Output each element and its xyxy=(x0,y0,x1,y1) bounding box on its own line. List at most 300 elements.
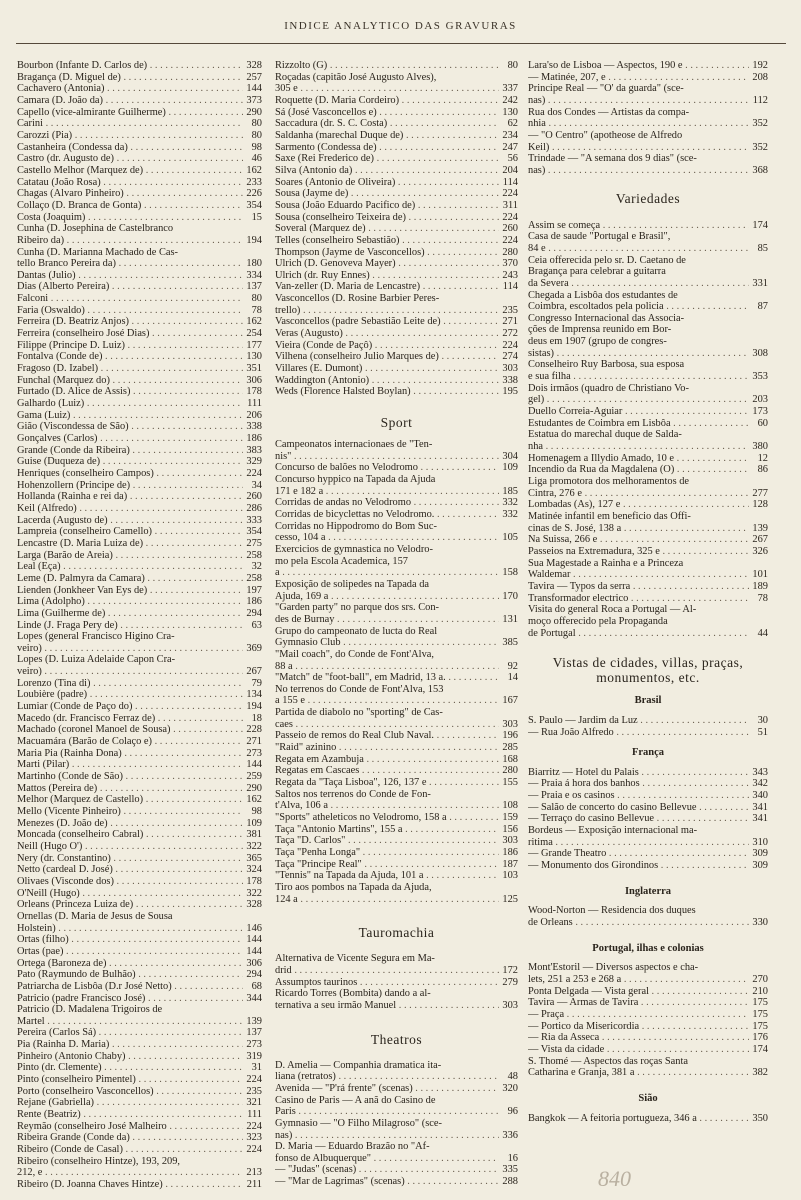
index-entry xyxy=(275,1141,518,1153)
entry-page: 271 xyxy=(502,316,518,328)
entry-text: D. Maria — Eduardo Brazão no "Af- xyxy=(275,1141,430,1153)
entry-text: Saxe (Rei Frederico de) . . . xyxy=(275,153,499,165)
entry-text: e sua filha . . . xyxy=(528,371,749,383)
entry-page: 235 xyxy=(246,1085,262,1097)
inglaterra-list xyxy=(528,905,768,928)
index-entry xyxy=(275,439,518,451)
entry-page: 370 xyxy=(502,258,518,270)
entry-text: de Portugal . . . xyxy=(528,628,749,640)
entry-text: Bordeus — Exposição internacional ma- xyxy=(528,825,698,837)
index-entry xyxy=(528,130,768,142)
index-entry xyxy=(528,499,768,511)
entry-text: Marti (Pilar) . . . xyxy=(17,759,243,771)
index-entry xyxy=(275,812,518,824)
entry-text: Tavira — Armas de Tavira . . . xyxy=(528,997,749,1009)
index-entry xyxy=(528,255,768,267)
entry-text: Silva (Antonio da) . . . xyxy=(275,165,499,177)
entry-text: 305 e . . . xyxy=(275,83,499,95)
index-entry xyxy=(275,340,518,352)
index-entry xyxy=(17,340,262,352)
index-entry xyxy=(275,258,518,270)
index-entry xyxy=(275,521,518,533)
entry-page: 14 xyxy=(507,672,518,684)
entry-page: 173 xyxy=(752,406,768,418)
entry-page: 324 xyxy=(246,864,262,876)
entry-page: 98 xyxy=(251,806,262,817)
entry-text: Lombadas (As), 127 e . . . xyxy=(528,499,749,511)
entry-page: 321 xyxy=(246,1097,262,1109)
entry-page: 18 xyxy=(251,712,262,724)
entry-text: Cachavero (Antonia) . . . xyxy=(17,83,243,95)
entry-text: nis" . . . xyxy=(275,451,499,463)
entry-text: Ulrich (dr. Ruy Ennes) . . . xyxy=(275,270,499,282)
index-entry xyxy=(528,727,768,739)
index-entry xyxy=(528,1032,768,1044)
entry-text: Ortas (pae) . . . xyxy=(17,946,243,958)
entry-page: 68 xyxy=(251,980,262,992)
entry-page: 290 xyxy=(246,782,262,794)
entry-page: 128 xyxy=(752,499,768,511)
entry-text: Weds (Florence Halsted Boylan) . . . xyxy=(275,386,499,398)
entry-page: 224 xyxy=(246,1120,262,1132)
entry-text: Assim se começa . . . xyxy=(528,220,749,232)
entry-text: "Garden party" no parque dos srs. Con- xyxy=(275,602,440,614)
index-entry xyxy=(275,305,518,317)
entry-page: 274 xyxy=(502,351,518,363)
entry-text: Porto (conselheiro Vasconcellos) . . . xyxy=(17,1086,243,1098)
entry-text: Gonçalves (Carlos) . . . xyxy=(17,433,243,445)
index-entry xyxy=(275,800,518,812)
entry-page: 271 xyxy=(246,736,262,748)
entry-page: 167 xyxy=(502,695,518,707)
entry-text: Corridas no Hippodromo do Bom Suc- xyxy=(275,520,437,532)
index-entry xyxy=(528,406,768,418)
index-entry xyxy=(528,1009,768,1021)
index-entry xyxy=(17,643,262,655)
entry-page: 144 xyxy=(246,934,262,946)
entry-text: Rua dos Condes — Artistas da compa- xyxy=(528,106,690,118)
entry-text: 84 e . . . xyxy=(528,243,749,255)
entry-page: 210 xyxy=(752,985,768,997)
index-entry xyxy=(275,661,518,673)
entry-text: Ornellas (D. Maria de Jesus de Sousa xyxy=(17,910,173,922)
entry-page: 322 xyxy=(246,887,262,899)
entry-page: 368 xyxy=(752,164,768,176)
entry-page: 103 xyxy=(502,870,518,882)
entry-page: 310 xyxy=(752,836,768,848)
index-entry xyxy=(17,794,262,806)
subsection-title-brasil: Brasil xyxy=(634,695,662,707)
index-entry xyxy=(275,316,518,328)
entry-text: — Terraço do casino Bellevue . . . xyxy=(528,813,749,825)
index-entry xyxy=(528,165,768,177)
entry-page: 337 xyxy=(502,83,518,95)
entry-text: "Sports" atheleticos no Velodromo, 158 a . . . xyxy=(275,812,499,824)
entry-page: 258 xyxy=(246,572,262,584)
index-entry xyxy=(275,223,518,235)
entry-page: 280 xyxy=(502,246,518,258)
index-entry xyxy=(17,748,262,760)
entry-page: 285 xyxy=(502,742,518,754)
entry-page: 341 xyxy=(752,813,768,825)
section-title-variedades: Variedades xyxy=(615,190,681,206)
entry-text: — Praça . . . xyxy=(528,1009,749,1021)
entry-page: 125 xyxy=(502,893,518,905)
entry-text: "Match" de "foot-ball", em Madrid, 13 a. . . . xyxy=(275,672,499,684)
index-entry xyxy=(275,988,518,1000)
entry-text: Alternativa de Vicente Segura em Ma- xyxy=(275,953,435,965)
entry-page: 338 xyxy=(502,374,518,386)
index-entry xyxy=(275,894,518,906)
theatros-list xyxy=(275,1060,518,1188)
index-entry xyxy=(275,1130,518,1142)
index-entry xyxy=(17,188,262,200)
index-entry xyxy=(275,532,518,544)
section-title-sport: Sport xyxy=(380,415,413,431)
entry-page: 12 xyxy=(757,452,768,464)
entry-page: 323 xyxy=(246,1132,262,1144)
entry-text: veiro) . . . xyxy=(17,666,243,678)
entry-text: Campeonatos internacionaes de "Ten- xyxy=(275,439,433,451)
entry-text: Filippe (Principe D. Luiz) . . . xyxy=(17,340,243,352)
entry-text: fonso de Albuquerque" . . . xyxy=(275,1153,499,1165)
index-entry xyxy=(528,153,768,165)
entry-text: Maria Pia (Rainha Dona) . . . xyxy=(17,748,243,760)
entry-text: Vasconcellos (D. Rosine Barbier Peres- xyxy=(275,293,440,305)
index-entry xyxy=(275,1000,518,1012)
index-entry xyxy=(528,523,768,535)
index-entry xyxy=(17,620,262,632)
index-entry xyxy=(17,713,262,725)
entry-text: Carozzi (Pia) . . . xyxy=(17,130,243,142)
entry-page: 382 xyxy=(752,1067,768,1079)
index-entry xyxy=(528,231,768,243)
entry-text: Nery (dr. Constantino) . . . xyxy=(17,853,243,865)
entry-page: 224 xyxy=(246,467,262,479)
index-entry xyxy=(17,771,262,783)
index-entry xyxy=(528,290,768,302)
entry-page: 139 xyxy=(752,522,768,534)
entry-text: Ajuda, 169 a . . . xyxy=(275,591,499,603)
entry-page: 234 xyxy=(502,129,518,141)
entry-text: cesso, 104 a . . . xyxy=(275,532,499,544)
entry-page: 332 xyxy=(502,508,518,520)
entry-text: Lara'so de Lisboa — Aspectos, 190 e . . . xyxy=(528,60,749,72)
index-entry xyxy=(17,456,262,468)
index-entry xyxy=(275,212,518,224)
entry-page: 144 xyxy=(246,945,262,957)
entry-text: — Vista da cidade . . . xyxy=(528,1044,749,1056)
index-entry xyxy=(17,759,262,771)
entry-text: Homenagem a Illydio Amado, 10 e . . . xyxy=(528,453,749,465)
index-entry xyxy=(17,316,262,328)
index-entry xyxy=(17,1109,262,1121)
index-entry xyxy=(275,60,518,72)
index-entry xyxy=(275,672,518,684)
entry-text: Pia (Rainha D. Maria) . . . xyxy=(17,1039,243,1051)
index-entry xyxy=(275,719,518,731)
index-entry xyxy=(528,418,768,430)
entry-page: 159 xyxy=(502,812,518,824)
entry-text: "Tennis" na Tapada da Ajuda, 101 a . . . xyxy=(275,870,499,882)
entry-page: 175 xyxy=(752,997,768,1009)
entry-text: Leme (D. Palmyra da Camara) . . . xyxy=(17,573,243,585)
entry-text: Tiro aos pombos na Tapada da Ajuda, xyxy=(275,881,432,893)
index-entry xyxy=(275,1176,518,1188)
entry-text: — Rua João Alfredo . . . xyxy=(528,727,749,739)
entry-text: Concurso de balões no Velodromo . . . xyxy=(275,462,499,474)
entry-page: 309 xyxy=(752,860,768,872)
entry-page: 96 xyxy=(507,1106,518,1118)
entry-page: 178 xyxy=(246,386,262,398)
entry-page: 46 xyxy=(251,153,262,165)
entry-text: Roquette (D. Maria Cordeiro) . . . xyxy=(275,95,499,107)
entry-page: 196 xyxy=(502,730,518,742)
index-entry xyxy=(17,981,262,993)
index-entry xyxy=(17,561,262,573)
entry-page: 267 xyxy=(246,666,262,678)
entry-page: 247 xyxy=(502,141,518,153)
entry-text: Cunha (D. Marianna Machado de Cas- xyxy=(17,246,179,258)
entry-page: 224 xyxy=(502,234,518,246)
entry-page: 354 xyxy=(246,199,262,211)
entry-page: 224 xyxy=(246,1074,262,1086)
entry-text: Netto (cardeal D. José) . . . xyxy=(17,864,243,876)
entry-text: Partida de diabolo no "sporting" de Cas- xyxy=(275,707,443,719)
entry-text: Martel . . . xyxy=(17,1016,243,1028)
entry-text: Casino de Paris — A anã do Casino de xyxy=(275,1094,436,1106)
entry-text: Taça "D. Carlos" . . . xyxy=(275,835,499,847)
entry-page: 270 xyxy=(752,974,768,985)
section-title-vistas: Vistas de cidades, villas, praças, monumentos, etc. xyxy=(552,655,744,686)
entry-page: 31 xyxy=(251,1062,262,1074)
index-entry xyxy=(528,371,768,383)
subsection-title-siao: Sião xyxy=(638,1092,658,1104)
entry-page: 109 xyxy=(502,462,518,474)
entry-text: Bourbon (Infante D. Carlos de) . . . xyxy=(17,60,243,72)
entry-page: 352 xyxy=(752,118,768,130)
index-entry xyxy=(275,462,518,474)
entry-text: Ortega (Baroneza de) . . . xyxy=(17,958,243,970)
index-entry xyxy=(275,486,518,498)
index-entry xyxy=(17,853,262,865)
index-entry xyxy=(275,235,518,247)
index-entry xyxy=(528,60,768,72)
index-entry xyxy=(17,270,262,282)
index-entry xyxy=(275,742,518,754)
index-entry xyxy=(17,899,262,911)
entry-text: Telles (conselheiro Sebastião) . . . xyxy=(275,235,499,247)
entry-text: Congresso Internacional das Associa- xyxy=(528,312,685,324)
entry-page: 303 xyxy=(502,835,518,847)
entry-page: 329 xyxy=(246,456,262,468)
entry-text: caes . . . xyxy=(275,719,499,731)
index-entry xyxy=(275,497,518,509)
entry-page: 16 xyxy=(507,1152,518,1164)
entry-page: 187 xyxy=(502,858,518,870)
entry-text: nas) . . . xyxy=(528,165,749,177)
entry-text: Grupo do campeonato de lucta do Real xyxy=(275,625,438,637)
index-entry xyxy=(528,1113,768,1125)
entry-text: Neill (Hugo O') . . . xyxy=(17,841,243,853)
index-entry xyxy=(275,142,518,154)
entry-page: 328 xyxy=(246,899,262,911)
index-entry xyxy=(275,83,518,95)
entry-page: 340 xyxy=(752,790,768,802)
index-entry xyxy=(275,649,518,661)
entry-text: O'Neill (Hugo) . . . xyxy=(17,888,243,900)
entry-text: Macedo (dr. Francisco Ferraz de) . . . xyxy=(17,713,243,725)
index-entry xyxy=(17,445,262,457)
entry-page: 224 xyxy=(502,211,518,223)
entry-text: lets, 251 a 253 e 268 a . . . xyxy=(528,974,749,986)
entry-text: Saltos nos terrenos do Conde de Fon- xyxy=(275,788,431,800)
entry-page: 338 xyxy=(246,421,262,433)
entry-text: Pato (Raymundo de Bulhão) . . . xyxy=(17,969,243,981)
entry-page: 203 xyxy=(752,394,768,406)
entry-text: Mattos (Pereira de) . . . xyxy=(17,783,243,795)
tauromachia-list xyxy=(275,953,518,1011)
index-entry xyxy=(275,451,518,463)
entry-page: 304 xyxy=(502,450,518,462)
entry-text: Macuamára (Barão de Colaço e) . . . xyxy=(17,736,243,748)
index-entry xyxy=(275,614,518,626)
entry-page: 303 xyxy=(502,363,518,375)
entry-text: Grande (Conde da Ribeira) . . . xyxy=(17,445,243,457)
entry-text: Biarritz — Hotel du Palais . . . xyxy=(528,767,749,779)
index-entry xyxy=(17,969,262,981)
index-entry xyxy=(17,235,262,247)
index-entry xyxy=(17,328,262,340)
entry-text: Martinho (Conde de São) . . . xyxy=(17,771,243,783)
entry-page: 343 xyxy=(752,766,768,778)
index-entry xyxy=(528,837,768,849)
index-entry xyxy=(17,1074,262,1086)
entry-text: Hohenzollern (Principe de) . . . xyxy=(17,480,243,492)
entry-text: t'Alva, 106 a . . . xyxy=(275,800,499,812)
entry-text: Casa de saude "Portugal e Brasil", xyxy=(528,231,671,243)
entry-page: 326 xyxy=(752,545,768,557)
entry-text: Pinheiro (Antonio Chaby) . . . xyxy=(17,1051,243,1063)
entry-text: No terrenos do Conde de Font'Alva, 153 xyxy=(275,683,444,695)
index-entry xyxy=(528,905,768,917)
index-entry xyxy=(17,503,262,515)
entry-text: Coimbra, escoltados pela policia . . . xyxy=(528,301,749,313)
entry-text: Lacerda (Augusto de) . . . xyxy=(17,515,243,527)
entry-page: 86 xyxy=(757,464,768,476)
entry-page: 385 xyxy=(502,637,518,649)
entry-text: D. Amelia — Companhia dramatica ita- xyxy=(275,1059,442,1071)
index-entry xyxy=(528,266,768,278)
entry-text: mo pela Escola Academica, 157 xyxy=(275,555,409,567)
entry-page: 101 xyxy=(752,569,768,581)
entry-page: 309 xyxy=(752,848,768,860)
index-entry xyxy=(528,1067,768,1079)
entry-page: 130 xyxy=(246,351,262,363)
entry-page: 186 xyxy=(246,596,262,608)
entry-page: 80 xyxy=(251,118,262,130)
entry-page: 308 xyxy=(752,347,768,359)
entry-text: Waddington (Antonio) . . . xyxy=(275,375,499,387)
entry-text: Ulrich (D. Genoveva Mayer) . . . xyxy=(275,258,499,270)
entry-text: Reymão (conselheiro José Malheiro . . . xyxy=(17,1121,243,1133)
index-entry xyxy=(17,107,262,119)
entry-text: Taça "Principe Real" . . . xyxy=(275,859,499,871)
entry-text: Estatua do marechal duque de Salda- xyxy=(528,429,682,441)
entry-text: Cintra, 276 e . . . xyxy=(528,488,749,500)
index-entry xyxy=(528,243,768,255)
index-entry xyxy=(17,386,262,398)
entry-text: Loubière (padre) . . . xyxy=(17,689,243,701)
index-entry xyxy=(17,153,262,165)
index-entry xyxy=(17,130,262,142)
entry-text: 88 a . . . xyxy=(275,661,499,673)
entry-page: 177 xyxy=(246,339,262,351)
index-entry xyxy=(275,293,518,305)
index-entry xyxy=(17,934,262,946)
entry-page: 273 xyxy=(246,747,262,759)
entry-text: Furtado (D. Alice de Assis) . . . xyxy=(17,386,243,398)
entry-page: 257 xyxy=(246,71,262,83)
index-entry xyxy=(17,1144,262,1156)
entry-text: trello) . . . xyxy=(275,305,499,317)
entry-text: Keil (Alfredo) . . . xyxy=(17,503,243,515)
index-entry xyxy=(275,626,518,638)
entry-page: 162 xyxy=(246,164,262,176)
index-list xyxy=(275,60,518,398)
index-entry xyxy=(528,604,768,616)
index-entry xyxy=(275,270,518,282)
index-entry xyxy=(275,118,518,130)
franca-list xyxy=(528,767,768,872)
entry-page: 80 xyxy=(251,129,262,141)
entry-page: 60 xyxy=(757,417,768,429)
entry-page: 112 xyxy=(752,94,768,106)
entry-page: 204 xyxy=(502,164,518,176)
entry-text: Ceia offerecida pelo sr. D. Caetano de xyxy=(528,254,686,266)
entry-page: 272 xyxy=(502,328,518,340)
entry-page: 331 xyxy=(752,277,768,289)
index-entry xyxy=(275,882,518,894)
entry-text: Wood-Norton — Residencia dos duques xyxy=(528,905,696,917)
entry-page: 213 xyxy=(246,1167,262,1179)
entry-page: 333 xyxy=(246,514,262,526)
index-entry xyxy=(528,1044,768,1056)
entry-text: — Grande Theatro . . . xyxy=(528,848,749,860)
index-entry xyxy=(528,997,768,1009)
entry-page: 373 xyxy=(246,94,262,106)
entry-page: 172 xyxy=(502,964,518,976)
index-entry xyxy=(528,511,768,523)
index-entry xyxy=(528,394,768,406)
index-entry xyxy=(275,789,518,801)
entry-text: Gião (Viscondessa de São) . . . xyxy=(17,421,243,433)
entry-page: 194 xyxy=(246,234,262,246)
index-entry xyxy=(17,1179,262,1191)
index-entry xyxy=(528,348,768,360)
entry-text: Mello (Vicente Pinheiro) . . . xyxy=(17,806,243,818)
index-entry xyxy=(528,715,768,727)
index-entry xyxy=(528,359,768,371)
entry-page: 332 xyxy=(502,497,518,509)
index-entry xyxy=(275,953,518,965)
entry-page: 111 xyxy=(247,1109,262,1121)
index-entry xyxy=(275,556,518,568)
entry-page: 98 xyxy=(251,141,262,153)
entry-text: Catatau (João Rosa) . . . xyxy=(17,177,243,189)
index-entry xyxy=(528,83,768,95)
entry-page: 175 xyxy=(752,1008,768,1020)
